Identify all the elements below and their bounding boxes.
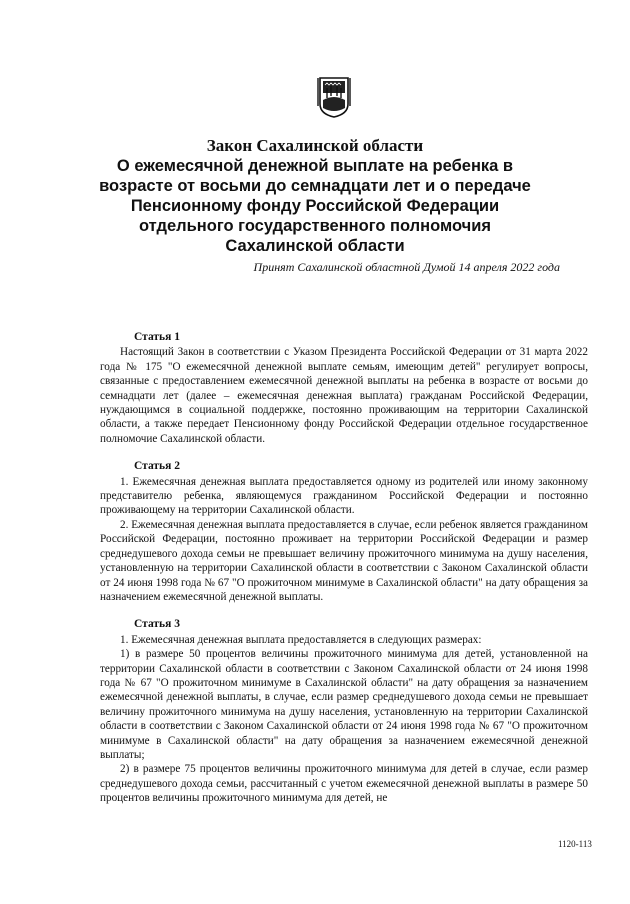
title-line-5: отдельного государственного полномочия	[139, 217, 491, 235]
article-paragraph: 1. Ежемесячная денежная выплата предоставляется одному из родителей или иному законному представителю ребенка, являющемуся гражданином Российской Федерации и постоянно проживающему на территории Сахалинской области.	[100, 475, 588, 517]
article-heading: Статья 1	[134, 331, 180, 343]
title-line-6: Сахалинской области	[225, 237, 405, 255]
law-body	[100, 330, 588, 819]
article-paragraph: 2. Ежемесячная денежная выплата предоставляется в случае, если ребенок является гражданином Российской Федерации, постоянно проживает на территории Российской Федерации и размер среднедушевого дохода семьи не превышает величину прожиточного минимума на душу населения, установленную на территории Сахалинской области в соответствии с Законом Сахалинской области от 24 июня 1998 года № 67 "О прожиточном минимуме в Сахалинской области" на дату обращения за назначением ежемесячной денежной выплаты.	[100, 518, 588, 603]
article-paragraph: 1) в размере 50 процентов величины прожиточного минимума для детей, установленной на территории Сахалинской области в соответствии с Законом Сахалинской области от 24 июня 1998 года № 67 "О прожиточном минимуме в Сахалинской области" на дату обращения за назначением ежемесячной денежной выплаты, в случае, если размер среднедушевого дохода семьи не превышает величину прожиточного минимума на душу населения, установленную на территории Сахалинской области в соответствии с Законом Сахалинской области от 24 июня 1998 года № 67 "О прожиточном минимуме в Сахалинской области" на дату обращения за назначением ежемесячной денежной выплаты;	[100, 648, 588, 761]
article-1	[100, 330, 588, 446]
article-paragraph: 2) в размере 75 процентов величины прожиточного минимума для детей в случае, если размер среднедушевого дохода семьи, рассчитанный с учетом ежемесячной денежной выплаты в размере 50 процентов величины прожиточного минимума для детей, не	[100, 763, 588, 805]
article-paragraph: 1. Ежемесячная денежная выплата предоставляется в следующих размерах:	[120, 633, 482, 646]
title-line-3: возрасте от восьми до семнадцати лет и о передаче	[99, 177, 531, 195]
title-line-1: Закон Сахалинской области	[206, 136, 424, 155]
title-line-2: О ежемесячной денежной выплате на ребенка в	[116, 157, 514, 175]
title-line-4: Пенсионному фонду Российской Федерации	[130, 197, 500, 215]
article-2	[100, 459, 588, 604]
article-3	[100, 617, 588, 805]
article-heading: Статья 3	[134, 618, 180, 631]
coat-of-arms-icon	[317, 74, 351, 118]
article-heading: Статья 2	[134, 460, 180, 473]
adoption-note: Принят Сахалинской областной Думой 14 апреля 2022 года	[253, 260, 560, 274]
document-code: 1120-113	[558, 839, 592, 849]
article-paragraph: Настоящий Закон в соответствии с Указом Президента Российской Федерации от 31 марта 2022 года № 175 "О ежемесячной денежной выплате семьям, имеющим детей" регулирует вопросы, связанные с предоставлением ежемесячной денежной выплаты на ребенка в возрасте от восьми до семнадцати лет (далее – ежемесячная денежная выплата) гражданам Российской Федерации, нуждающимся в социальной поддержке, постоянно проживающим на территории Сахалинской области, а также передает Пенсионному фонду Российской Федерации отдельное государственное полномочие Сахалинской области.	[100, 346, 588, 445]
law-title	[0, 136, 630, 256]
